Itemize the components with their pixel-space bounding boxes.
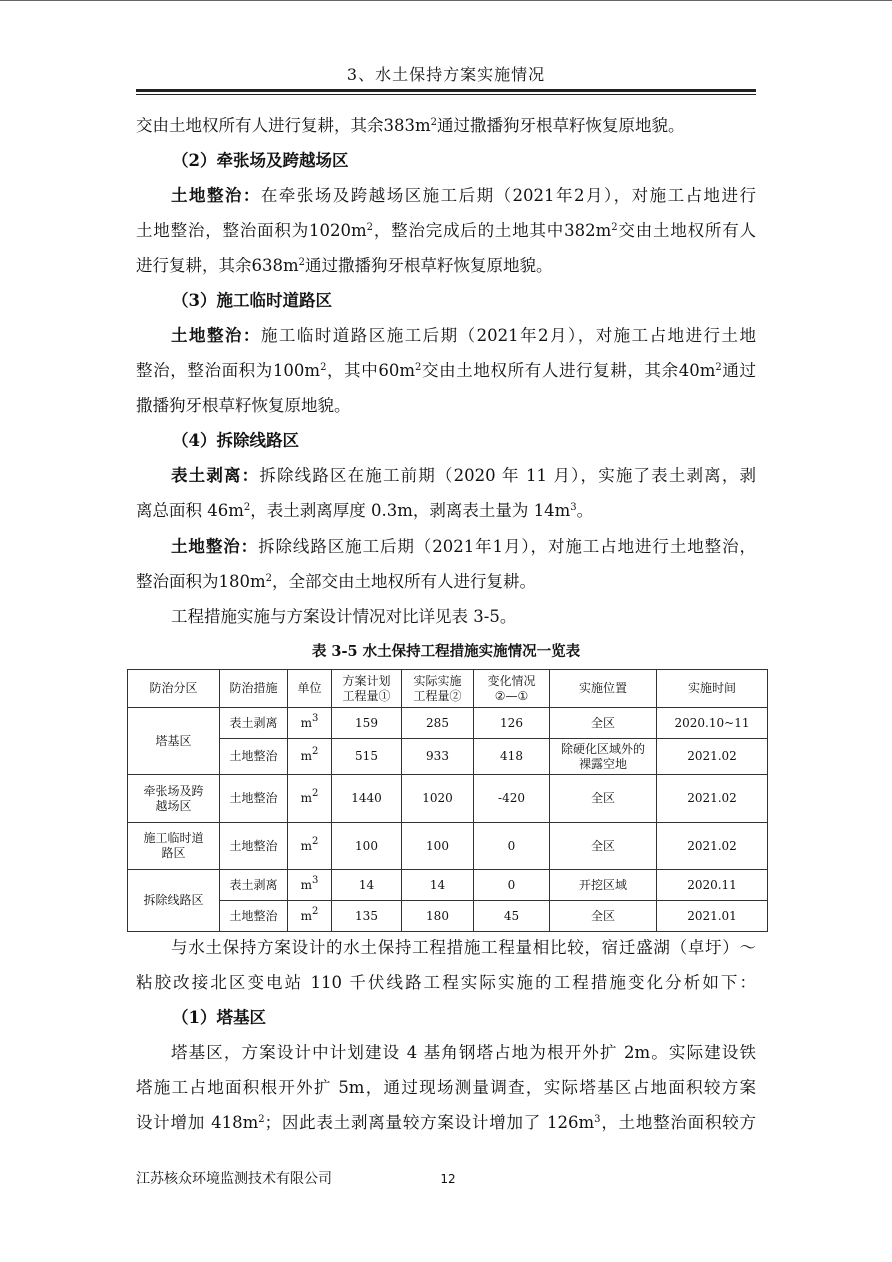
location-cell: 全区 <box>550 823 657 870</box>
table-row <box>128 739 768 775</box>
paragraph-line: 土地整治：在牵张场及跨越场区施工后期（2021年2月），对施工占地进行 <box>171 186 757 205</box>
change-cell: -420 <box>474 775 550 823</box>
table-row <box>128 870 768 901</box>
unit-cell: $m^2$ <box>288 823 332 870</box>
header-cell: 实际实施 工程量② <box>402 670 474 708</box>
header-cell: 实施位置 <box>550 670 657 708</box>
time-cell: 2021.02 <box>657 823 768 870</box>
unit-cell: $m^2$ <box>288 775 332 823</box>
measure-cell: 土地整治 <box>220 901 288 932</box>
header-cell: 实施时间 <box>657 670 768 708</box>
change-cell: 0 <box>474 823 550 870</box>
header-cell: 防治措施 <box>220 670 288 708</box>
table-caption: 表 3-5 水土保持工程措施实施情况一览表 <box>311 643 581 660</box>
plan-cell: 14 <box>332 870 402 901</box>
actual-cell: 1020 <box>402 775 474 823</box>
section-heading: （1）塔基区 <box>172 1008 266 1027</box>
location-cell: 全区 <box>550 901 657 932</box>
paragraph-line: 整治，整治面积为$100m^2$，其中$60m^2$交由土地权所有人进行复耕，其余$40m^2$通过 <box>136 361 756 380</box>
change-cell: 418 <box>474 739 550 775</box>
actual-cell: 100 <box>402 823 474 870</box>
paragraph-line: 交由土地权所有人进行复耕，其余$383m^2$通过撒播狗牙根草籽恢复原地貌。 <box>136 116 685 135</box>
actual-cell: 285 <box>402 708 474 739</box>
paragraph-line: 塔基区，方案设计中计划建设 4 基角钢塔占地为根开外扩 2m。实际建设铁 <box>171 1043 756 1062</box>
page-top-border <box>0 0 892 1</box>
paragraph-line: 土地整治：施工临时道路区施工后期（2021年2月），对施工占地进行土地 <box>171 326 757 345</box>
paragraph-line: 表土剥离：拆除线路区在施工前期（2020 年 11 月），实施了表土剥离，剥 <box>171 466 756 485</box>
unit-cell: $m^2$ <box>288 739 332 775</box>
paragraph-line: 整治面积为$180m^2$，全部交由土地权所有人进行复耕。 <box>136 572 537 591</box>
change-cell: 45 <box>474 901 550 932</box>
measure-cell: 表土剥离 <box>220 708 288 739</box>
header-rule-thin <box>136 94 756 95</box>
paragraph-line: 撒播狗牙根草籽恢复原地貌。 <box>136 396 351 415</box>
unit-cell: $m^3$ <box>288 708 332 739</box>
location-cell: 开挖区域 <box>550 870 657 901</box>
section-heading: （2）牵张场及跨越场区 <box>172 151 349 170</box>
header-cell: 防治分区 <box>128 670 220 708</box>
measure-cell: 土地整治 <box>220 823 288 870</box>
header-rule-thick <box>136 89 756 92</box>
plan-cell: 159 <box>332 708 402 739</box>
time-cell: 2020.10~11 <box>657 708 768 739</box>
plan-cell: 135 <box>332 901 402 932</box>
change-cell: 126 <box>474 708 550 739</box>
actual-cell: 14 <box>402 870 474 901</box>
unit-cell: $m^3$ <box>288 870 332 901</box>
plan-cell: 1440 <box>332 775 402 823</box>
zone-cell: 施工临时道 路区 <box>128 823 220 870</box>
footer-company: 江苏核众环境监测技术有限公司 <box>136 1171 332 1187</box>
paragraph-line: 与水土保持方案设计的水土保持工程措施工程量相比较，宿迁盛湖（卓圩）～ <box>171 938 756 957</box>
measure-cell: 土地整治 <box>220 775 288 823</box>
paragraph-line: 土地整治，整治面积为$1020m^2$，整治完成后的土地其中$382m^2$交由土地权所有人 <box>136 221 757 240</box>
paragraph-line: 工程措施实施与方案设计情况对比详见表 3-5。 <box>171 607 517 626</box>
time-cell: 2021.01 <box>657 901 768 932</box>
header-cell: 单位 <box>288 670 332 708</box>
header-cell: 变化情况 ②—① <box>474 670 550 708</box>
table-row <box>128 901 768 932</box>
page-number: 12 <box>440 1172 456 1186</box>
paragraph-line: 塔施工占地面积根开外扩 5m，通过现场测量调查，实际塔基区占地面积较方案 <box>136 1078 756 1097</box>
measure-cell: 表土剥离 <box>220 870 288 901</box>
actual-cell: 180 <box>402 901 474 932</box>
page-header-title: 3、水土保持方案实施情况 <box>346 65 546 84</box>
zone-cell: 塔基区 <box>128 708 220 775</box>
paragraph-line: 离总面积 $46m^2$，表土剥离厚度 0.3m，剥离表土量为 $14m^3$。 <box>136 501 594 520</box>
header-cell: 方案计划 工程量① <box>332 670 402 708</box>
zone-cell: 牵张场及跨 越场区 <box>128 775 220 823</box>
paragraph-line: 进行复耕，其余$638m^2$通过撒播狗牙根草籽恢复原地貌。 <box>136 256 553 275</box>
table-row <box>128 708 768 739</box>
change-cell: 0 <box>474 870 550 901</box>
table-row <box>128 775 768 823</box>
location-cell: 全区 <box>550 775 657 823</box>
location-cell: 全区 <box>550 708 657 739</box>
paragraph-line: 粘胶改接北区变电站 110 千伏线路工程实际实施的工程措施变化分析如下： <box>136 973 756 992</box>
paragraph-line: 设计增加 $418m^2$；因此表土剥离量较方案设计增加了 $126m^3$，土地整治面积较方 <box>136 1113 757 1132</box>
section-heading: （3）施工临时道路区 <box>172 291 332 310</box>
actual-cell: 933 <box>402 739 474 775</box>
time-cell: 2020.11 <box>657 870 768 901</box>
measures-table <box>127 669 768 932</box>
plan-cell: 100 <box>332 823 402 870</box>
paragraph-line: 土地整治：拆除线路区施工后期（2021年1月），对施工占地进行土地整治， <box>171 537 756 556</box>
section-heading: （4）拆除线路区 <box>172 431 299 450</box>
unit-cell: $m^2$ <box>288 901 332 932</box>
table-header-row <box>128 670 768 708</box>
plan-cell: 515 <box>332 739 402 775</box>
zone-cell: 拆除线路区 <box>128 870 220 932</box>
measure-cell: 土地整治 <box>220 739 288 775</box>
location-cell: 除硬化区域外的 裸露空地 <box>550 739 657 775</box>
table-row <box>128 823 768 870</box>
time-cell: 2021.02 <box>657 775 768 823</box>
time-cell: 2021.02 <box>657 739 768 775</box>
